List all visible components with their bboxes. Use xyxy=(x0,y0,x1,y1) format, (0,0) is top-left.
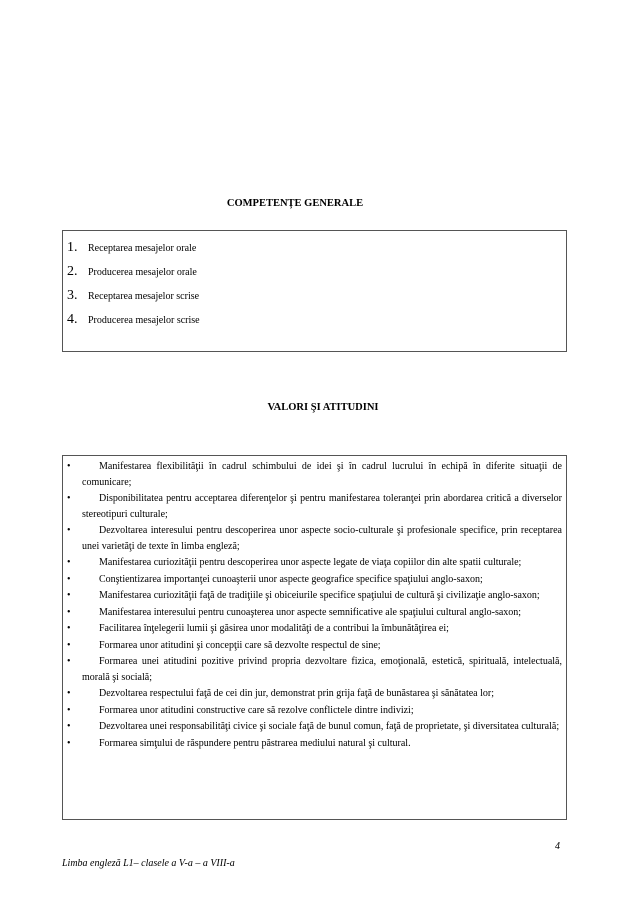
item-text: Formarea unor atitudini şi concepţii care să dezvolte respectul de sine; xyxy=(99,639,381,651)
item-text: Facilitarea înţelegerii lumii şi găsirea unor modalităţi de a contribui la îmbunătăţirea ei; xyxy=(99,623,449,634)
competente-list xyxy=(63,231,566,332)
item-text: Receptarea mesajelor scrise xyxy=(88,291,200,302)
list-item xyxy=(67,491,562,522)
list-item xyxy=(67,572,562,588)
list-item xyxy=(67,236,566,260)
item-text: Dezvoltarea respectului faţă de cei din jur, demonstrat prin grija faţă de bunăstarea şi sănătatea lor; xyxy=(99,688,494,699)
item-number: 4. xyxy=(67,312,78,327)
bullet-icon: • xyxy=(67,656,71,667)
bullet-icon: • xyxy=(67,606,71,618)
item-text: Producerea mesajelor orale xyxy=(88,267,197,278)
bullet-icon: • xyxy=(67,461,71,472)
list-item xyxy=(67,605,562,621)
bullet-icon: • xyxy=(67,623,71,634)
item-number: 1. xyxy=(67,240,78,255)
valori-heading: VALORI ŞI ATITUDINI xyxy=(267,402,379,413)
competente-box xyxy=(62,230,567,352)
bullet-icon: • xyxy=(67,525,71,536)
item-text: Manifestarea interesului pentru cunoaşterea unor aspecte semnificative ale spaţiului cultural anglo-saxon; xyxy=(99,606,522,618)
item-number: 3. xyxy=(67,288,78,303)
list-item xyxy=(67,686,562,702)
list-item xyxy=(67,719,562,735)
footer-text: Limba engleză L1– clasele a V-a – a VIII-a xyxy=(62,858,235,869)
bullet-icon: • xyxy=(67,704,71,716)
item-text: Dezvoltarea unei responsabilităţi civice şi sociale faţă de bunul comun, faţă de proprietate, şi diversitatea culturală; xyxy=(99,721,560,732)
item-text: Manifestarea flexibilităţii în cadrul schimbului de idei şi în cadrul lucrului în echipă în diferite situaţii de comunicare; xyxy=(82,461,562,488)
bullet-icon: • xyxy=(67,493,71,504)
bullet-icon: • xyxy=(67,557,71,568)
list-item xyxy=(67,459,562,490)
item-number: 2. xyxy=(67,264,78,279)
item-text: Formarea unei atitudini pozitive privind propria dezvoltare fizica, emoţională, estetică, spirituală, intelectuală, morală şi socială; xyxy=(82,656,562,683)
item-text: Disponibilitatea pentru acceptarea diferenţelor şi pentru manifestarea toleranţei prin abordarea critică a diverselor stereotipuri culturale; xyxy=(82,493,562,520)
list-item xyxy=(67,260,566,284)
item-text: Receptarea mesajelor orale xyxy=(88,243,197,254)
list-item xyxy=(67,621,562,637)
list-item xyxy=(67,284,566,308)
list-item xyxy=(67,703,562,719)
item-text: Dezvoltarea interesului pentru descoperirea unor aspecte socio-culturale şi profesionale specifice, prin receptarea unei varietăţi de texte în limba engleză; xyxy=(82,525,562,552)
item-text: Producerea mesajelor scrise xyxy=(88,315,200,326)
list-item xyxy=(67,588,562,604)
bullet-icon: • xyxy=(67,590,71,601)
valori-list xyxy=(63,456,566,751)
bullet-icon: • xyxy=(67,639,71,651)
bullet-icon: • xyxy=(67,721,71,732)
page-number: 4 xyxy=(555,841,560,852)
bullet-icon: • xyxy=(67,573,71,585)
bullet-icon: • xyxy=(67,737,71,749)
item-text: Manifestarea curiozităţii pentru descoperirea unor aspecte legate de viaţa copiilor din alte spatii culturale; xyxy=(99,557,522,568)
list-item xyxy=(67,736,562,752)
list-item xyxy=(67,654,562,685)
valori-box xyxy=(62,455,567,820)
list-item xyxy=(67,638,562,654)
list-item xyxy=(67,555,562,571)
bullet-icon: • xyxy=(67,688,71,699)
list-item xyxy=(67,308,566,332)
list-item xyxy=(67,523,562,554)
competente-heading: COMPETENȚE GENERALE xyxy=(226,198,364,209)
item-text: Formarea simţului de răspundere pentru păstrarea mediului natural şi cultural. xyxy=(99,737,411,749)
item-text: Conştientizarea importanţei cunoaşterii unor aspecte geografice specifice spaţiului anglo-saxon; xyxy=(99,573,483,585)
item-text: Formarea unor atitudini constructive care să rezolve conflictele dintre indivizi; xyxy=(99,704,414,716)
item-text: Manifestarea curiozităţii faţă de tradiţiile şi obiceiurile specifice spaţiului de cultură şi civilizaţie anglo-saxon; xyxy=(99,590,540,601)
